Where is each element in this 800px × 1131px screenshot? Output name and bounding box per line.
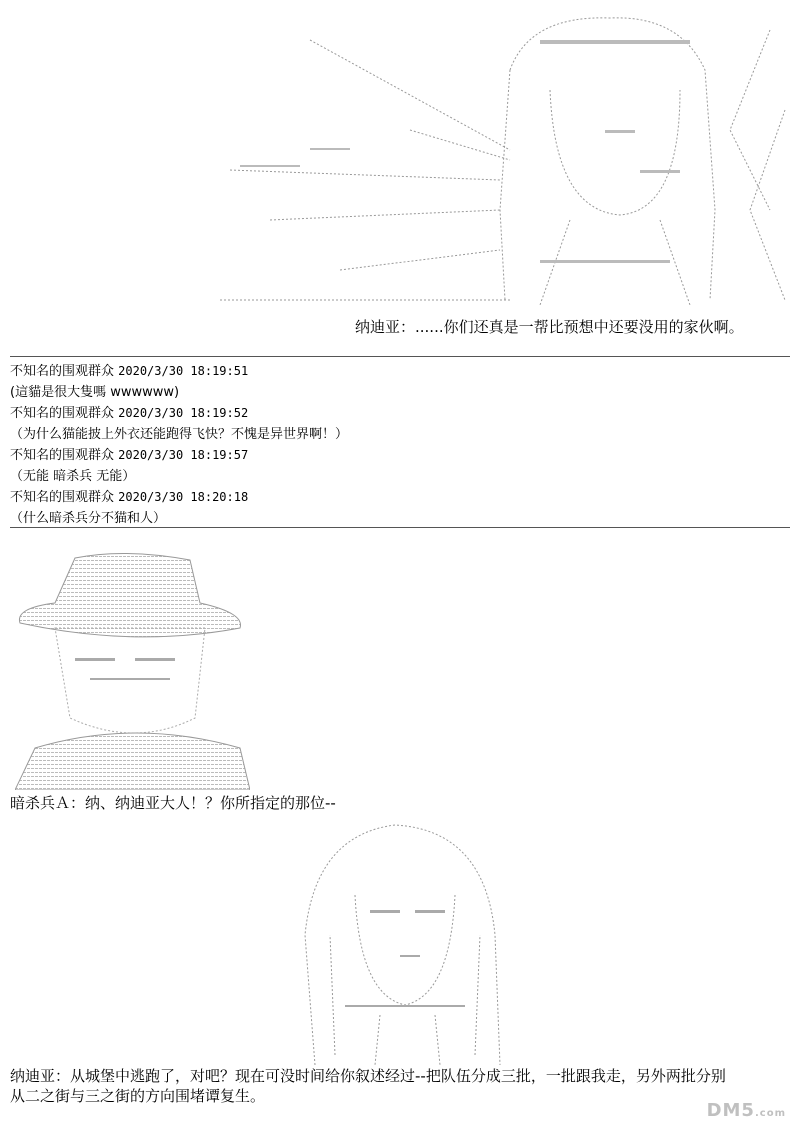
ascii-art-nadia-wings [210,10,790,315]
assassin-drawing [15,548,250,790]
comment-text: （什么暗杀兵分不猫和人） [10,511,167,526]
ascii-art-nadia-portrait [285,815,510,1065]
site-watermark [707,1100,786,1121]
nadia-wings-drawing [210,10,790,315]
comment-user: 不知名的围观群众 [10,406,115,421]
scene2-caption: 暗杀兵Ａ：纳、纳迪亚大人！？你所指定的那位-- [10,794,336,812]
divider-bottom [10,527,790,528]
comment-time: 2020/3/30 18:20:18 [118,490,249,504]
scene3-caption-line2: 从二之街与三之街的方向围堵谭复生。 [10,1087,266,1105]
comment-user: 不知名的围观群众 [10,490,115,505]
watermark-main: DM5 [706,1100,755,1121]
divider-top [10,356,790,357]
comment-item [10,361,790,403]
watermark-suffix: .com [754,1108,786,1119]
comment-item [10,487,790,529]
comment-text: （为什么猫能披上外衣还能跑得飞快？不愧是异世界啊！） [10,427,349,442]
comment-user: 不知名的围观群众 [10,364,115,379]
comment-text: (這貓是很大隻嗎 wwwwww) [10,385,180,400]
scene3-caption-line1: 纳迪亚：从城堡中逃跑了，对吧？现在可没时间给你叙述经过--把队伍分成三批，一批跟我走，另外两批分别 [10,1067,726,1085]
comment-time: 2020/3/30 18:19:52 [118,406,249,420]
comment-list [10,361,790,529]
scene1-caption: 纳迪亚：......你们还真是一帮比预想中还要没用的家伙啊。 [355,318,744,336]
ascii-art-assassin [15,548,250,790]
comment-item [10,445,790,487]
comment-text: （无能 暗杀兵 无能） [10,469,136,484]
comment-time: 2020/3/30 18:19:57 [118,448,249,462]
comment-user: 不知名的围观群众 [10,448,115,463]
comment-time: 2020/3/30 18:19:51 [118,364,249,378]
nadia-portrait-drawing [285,815,510,1065]
comment-item [10,403,790,445]
